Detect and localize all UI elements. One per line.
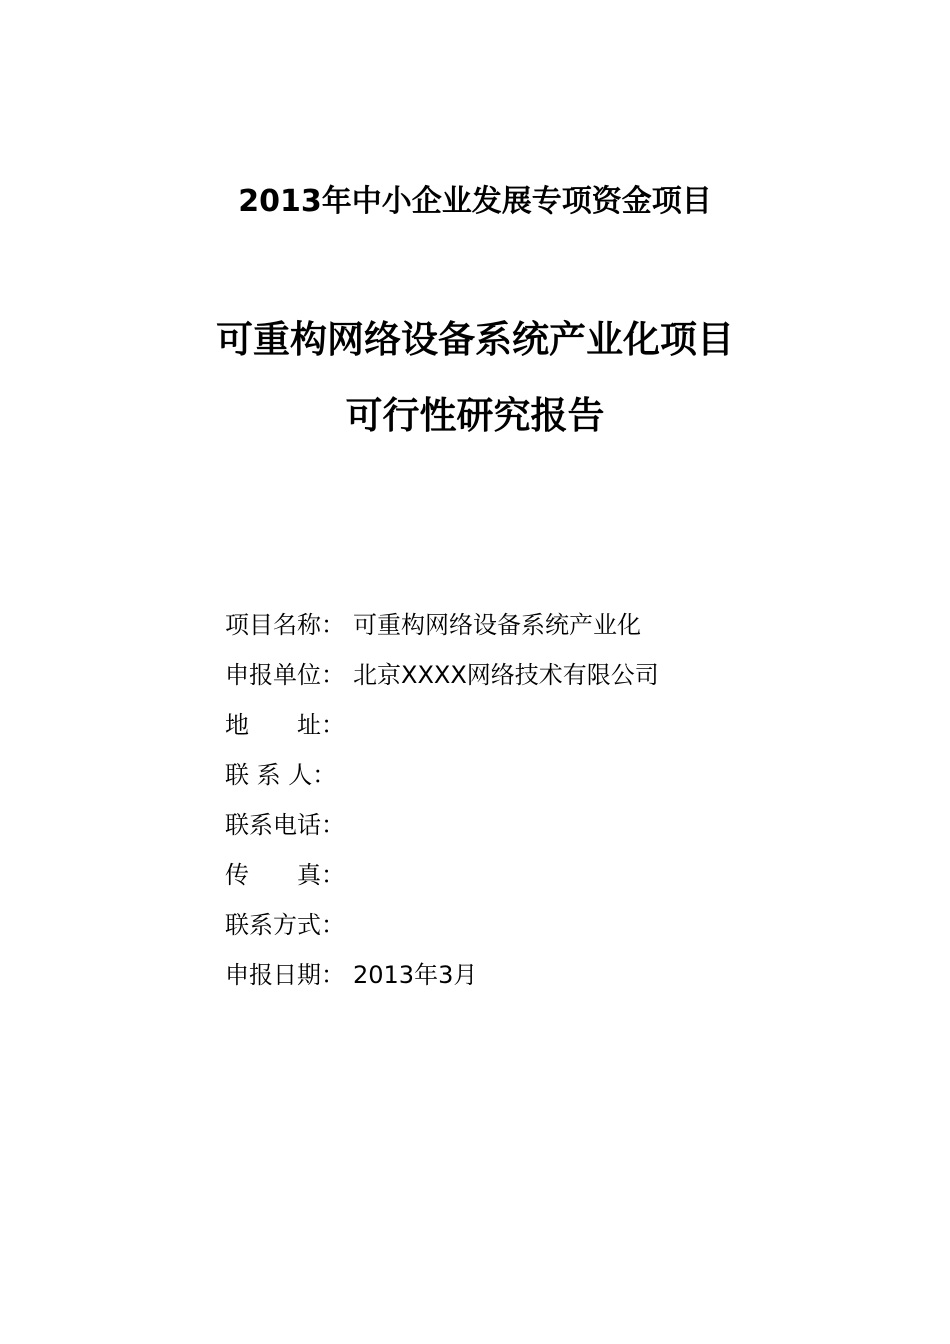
info-row-applicant: [225, 653, 875, 703]
info-label: 地 址：: [225, 711, 345, 739]
info-row-contact-method: [225, 903, 875, 953]
info-label: 项目名称：: [225, 611, 345, 639]
info-row-address: [225, 703, 875, 753]
info-value: 2013年3月: [353, 961, 478, 989]
report-title-line1: 可重构网络设备系统产业化项目: [216, 318, 734, 361]
project-info-list: [225, 603, 875, 1003]
info-row-fax: [225, 853, 875, 903]
info-label: 申报单位：: [225, 661, 345, 689]
info-label: 申报日期：: [225, 961, 345, 989]
report-title-line2: 可行性研究报告: [345, 394, 605, 437]
info-row-date: [225, 953, 875, 1003]
info-row-contact-person: [225, 753, 875, 803]
info-label: 联系电话：: [225, 811, 345, 839]
info-value: 北京XXXX网络技术有限公司: [353, 661, 659, 689]
info-row-phone: [225, 803, 875, 853]
fund-title: 2013年中小企业发展专项资金项目: [238, 184, 712, 219]
info-label: 联 系 人：: [225, 761, 337, 789]
info-row-project-name: [225, 603, 875, 653]
info-label: 联系方式：: [225, 911, 345, 939]
info-label: 传 真：: [225, 861, 345, 889]
info-value: 可重构网络设备系统产业化: [353, 611, 641, 639]
